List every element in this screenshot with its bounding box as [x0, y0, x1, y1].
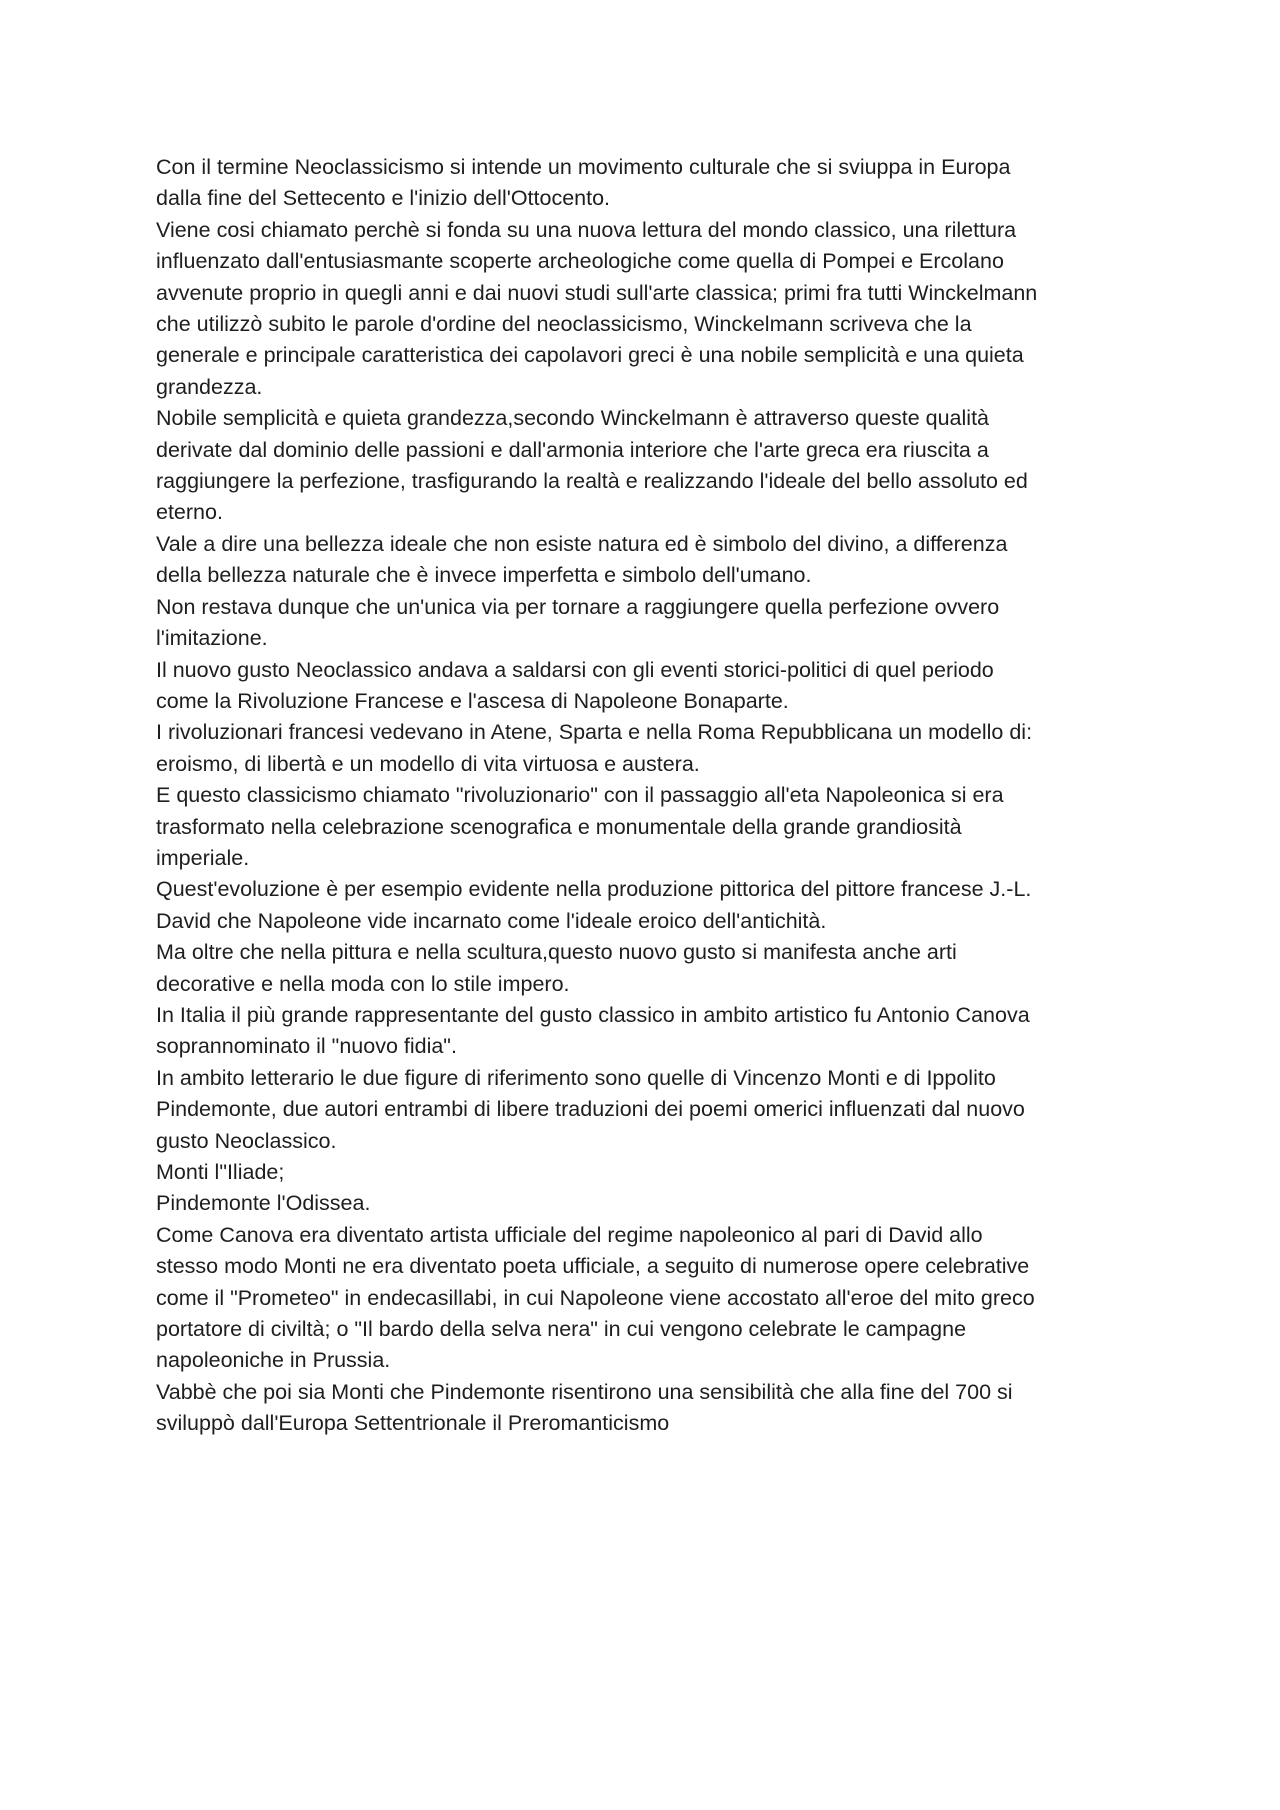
text-line: decorative e nella moda con lo stile impero.	[156, 971, 570, 996]
text-line: Pindemonte l'Odissea.	[156, 1191, 371, 1216]
text-line: Pindemonte, due autori entrambi di libere traduzioni dei poemi omerici influenzati dal nuovo	[156, 1097, 1025, 1122]
text-line: Come Canova era diventato artista ufficiale del regime napoleonico al pari di David allo	[156, 1222, 983, 1247]
text-line: gusto Neoclassico.	[156, 1128, 337, 1153]
text-line: trasformato nella celebrazione scenografica e monumentale della grande grandiosità	[156, 814, 962, 839]
text-line: Quest'evoluzione è per esempio evidente nella produzione pittorica del pittore francese J.-L.	[156, 877, 1032, 902]
text-line: della bellezza naturale che è invece imperfetta e simbolo dell'umano.	[156, 563, 812, 588]
text-line: eterno.	[156, 500, 223, 525]
text-line: Monti l"Iliade;	[156, 1160, 285, 1184]
text-line: Ma oltre che nella pittura e nella scultura,questo nuovo gusto si manifesta anche arti	[156, 940, 957, 965]
text-line: Con il termine Neoclassicismo si intende un movimento culturale che si sviuppa in Europa	[156, 155, 1011, 179]
text-line: stesso modo Monti ne era diventato poeta ufficiale, a seguito di numerose opere celebrative	[156, 1254, 1030, 1279]
text-line: E questo classicismo chiamato "rivoluzionario" con il passaggio all'eta Napoleonica si era	[156, 783, 1004, 808]
text-line: dalla fine del Settecento e l'inizio dell'Ottocento.	[156, 186, 611, 211]
text-line: I rivoluzionari francesi vedevano in Atene, Sparta e nella Roma Repubblicana un modello di:	[156, 720, 1033, 745]
text-line: derivate dal dominio delle passioni e dall'armonia interiore che l'arte greca era riuscita a	[156, 437, 989, 462]
text-line: l'imitazione.	[156, 626, 268, 651]
text-line: In ambito letterario le due figure di riferimento sono quelle di Vincenzo Monti e di Ippolito	[156, 1065, 996, 1090]
text-line: Il nuovo gusto Neoclassico andava a saldarsi con gli eventi storici-politici di quel periodo	[156, 657, 994, 682]
text-line: raggiungere la perfezione, trasfigurando la realtà e realizzando l'ideale del bello assoluto ed	[156, 469, 1028, 494]
text-line: come la Rivoluzione Francese e l'ascesa di Napoleone Bonaparte.	[156, 688, 789, 713]
text-line: generale e principale caratteristica dei capolavori greci è una nobile semplicità e una quieta	[156, 343, 1024, 368]
document-body	[156, 152, 1146, 1440]
text-line: portatore di civiltà; o "Il bardo della selva nera" in cui vengono celebrate le campagne	[156, 1317, 967, 1342]
text-line: che utilizzò subito le parole d'ordine del neoclassicismo, Winckelmann scriveva che la	[156, 312, 972, 337]
text-line: soprannominato il "nuovo fidia".	[156, 1034, 457, 1059]
text-line: napoleoniche in Prussia.	[156, 1348, 391, 1373]
text-line: In Italia il più grande rappresentante del gusto classico in ambito artistico fu Antonio Canova	[156, 1002, 1030, 1027]
text-line: eroismo, di libertà e un modello di vita virtuosa e austera.	[156, 751, 700, 776]
text-line: David che Napoleone vide incarnato come l'ideale eroico dell'antichità.	[156, 908, 827, 933]
text-line: Non restava dunque che un'unica via per tornare a raggiungere quella perfezione ovvero	[156, 594, 1000, 619]
text-line: Vabbè che poi sia Monti che Pindemonte risentirono una sensibilità che alla fine del 700 si	[156, 1379, 1013, 1404]
text-line: Nobile semplicità e quieta grandezza,secondo Winckelmann è attraverso queste qualità	[156, 406, 989, 431]
text-line: sviluppò dall'Europa Settentrionale il Preromanticismo	[156, 1411, 670, 1436]
text-line: Viene cosi chiamato perchè si fonda su una nuova lettura del mondo classico, una rilettura	[156, 217, 1017, 242]
text-line: imperiale.	[156, 845, 250, 870]
text-line: influenzato dall'entusiasmante scoperte archeologiche come quella di Pompei e Ercolano	[156, 249, 1004, 274]
text-line: come il "Prometeo" in endecasillabi, in cui Napoleone viene accostato all'eroe del mito greco	[156, 1285, 1035, 1310]
text-line: grandezza.	[156, 374, 263, 399]
text-line: Vale a dire una bellezza ideale che non esiste natura ed è simbolo del divino, a differenza	[156, 531, 1008, 556]
text-line: avvenute proprio in quegli anni e dai nuovi studi sull'arte classica; primi fra tutti Winckelmann	[156, 280, 1038, 305]
